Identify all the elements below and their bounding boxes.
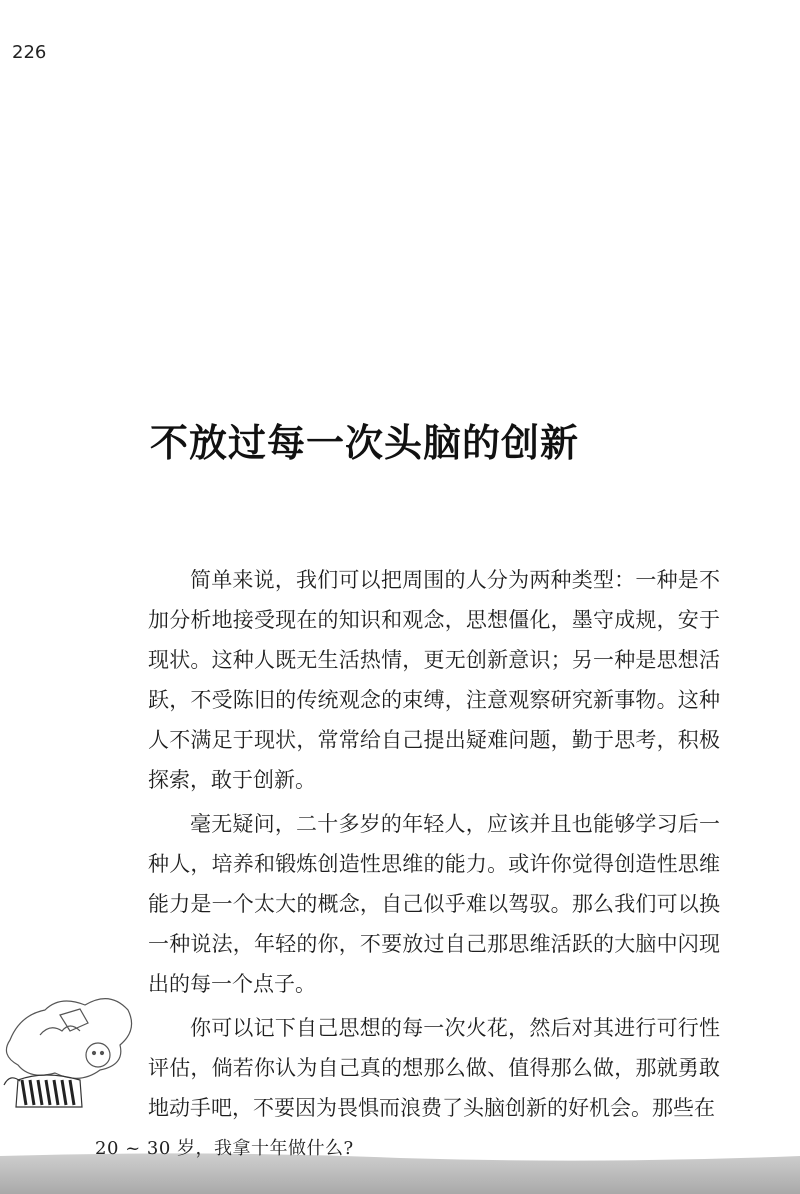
paragraph-2: 毫无疑问，二十多岁的年轻人，应该并且也能够学习后一种人，培养和锻炼创造性思维的能力。或许你觉得创造性思维能力是一个太大的概念，自己似乎难以驾驭。那么我们可以换一种说法，年轻的你，不要放过自己那思维活跃的大脑中闪现出的每一个点子。 (148, 812, 720, 996)
body-text (148, 560, 720, 1132)
footer-book-title: 20 ~ 30 岁，我拿十年做什么? (95, 1138, 354, 1159)
paragraph-1: 简单来说，我们可以把周围的人分为两种类型：一种是不加分析地接受现在的知识和观念，思想僵化，墨守成规，安于现状。这种人既无生活热情，更无创新意识；另一种是思想活跃，不受陈旧的传统观念的束缚，注意观察研究新事物。这种人不满足于现状，常常给自己提出疑难问题，勤于思考，积极探索，敢于创新。 (148, 568, 720, 792)
chapter-title: 不放过每一次头脑的创新 (150, 421, 580, 465)
paragraph-3: 你可以记下自己思想的每一次火花，然后对其进行可行性评估，倘若你认为自己真的想那么做、值得那么做，那就勇敢地动手吧，不要因为畏惧而浪费了头脑创新的好机会。那些在 (148, 1016, 720, 1120)
zebra-doodle-illustration (0, 985, 140, 1115)
page-number: 226 (12, 42, 47, 63)
